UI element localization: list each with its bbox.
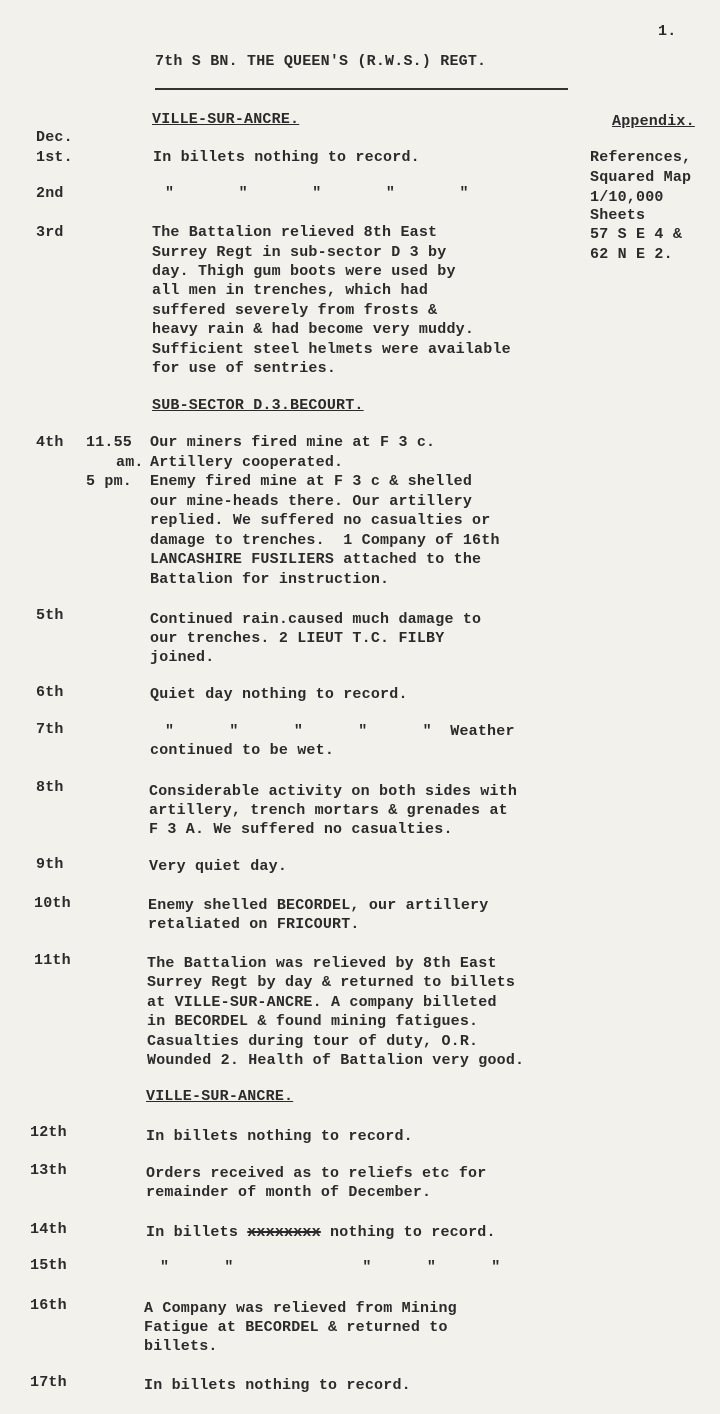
entry-text-pre: In billets bbox=[146, 1224, 248, 1241]
entry-text: F 3 A. We suffered no casualties. bbox=[149, 821, 453, 838]
section-heading-ville-sur-ancre: VILLE-SUR-ANCRE. bbox=[152, 111, 300, 128]
entry-time: am. bbox=[116, 454, 144, 471]
entry-text: Fatigue at BECORDEL & returned to bbox=[144, 1319, 448, 1336]
entry-text: Battalion for instruction. bbox=[150, 571, 390, 588]
entry-text: Our miners fired mine at F 3 c. bbox=[150, 434, 436, 451]
entry-text: The Battalion was relieved by 8th East bbox=[147, 955, 497, 972]
appendix-line: 57 S E 4 & bbox=[590, 226, 683, 243]
entry-text-post: nothing to record. bbox=[320, 1224, 496, 1241]
title-rule bbox=[155, 88, 568, 90]
entry-text: artillery, trench mortars & grenades at bbox=[149, 802, 508, 819]
entry-text: In billets nothing to record. bbox=[146, 1128, 413, 1145]
entry-text: In billets nothing to record. bbox=[144, 1377, 411, 1394]
entry-time: 11.55 bbox=[86, 434, 133, 451]
entry-date: 13th bbox=[30, 1162, 67, 1179]
entry-text: heavy rain & had become very muddy. bbox=[152, 321, 475, 338]
entry-text: " " " " " Weather bbox=[165, 723, 515, 740]
section-heading-sub-sector-d3: SUB-SECTOR D.3.BECOURT. bbox=[152, 397, 364, 414]
entry-text: Quiet day nothing to record. bbox=[150, 686, 408, 703]
entry-date: 3rd bbox=[36, 224, 64, 241]
entry-text: Wounded 2. Health of Battalion very good. bbox=[147, 1052, 525, 1069]
entry-date: 15th bbox=[30, 1257, 67, 1274]
struck-out-text: xxxxxxxx bbox=[247, 1224, 321, 1241]
entry-date: 17th bbox=[30, 1374, 67, 1391]
page-number: 1. bbox=[658, 23, 677, 40]
appendix-line: 62 N E 2. bbox=[590, 246, 673, 263]
entry-text: Surrey Regt in sub-sector D 3 by bbox=[152, 244, 447, 261]
entry-text: damage to trenches. 1 Company of 16th bbox=[150, 532, 500, 549]
entry-text: Very quiet day. bbox=[149, 858, 288, 875]
entry-text: LANCASHIRE FUSILIERS attached to the bbox=[150, 551, 482, 568]
entry-text: Enemy shelled BECORDEL, our artillery bbox=[148, 897, 489, 914]
entry-text: " " " " " bbox=[165, 185, 469, 202]
appendix-line: References, bbox=[590, 149, 692, 166]
entry-text: " " " " " bbox=[160, 1259, 501, 1276]
appendix-line: Squared Map bbox=[590, 169, 692, 186]
entry-date: 1st. bbox=[36, 149, 73, 166]
entry-text: our mine-heads there. Our artillery bbox=[150, 493, 473, 510]
entry-text: Orders received as to reliefs etc for bbox=[146, 1165, 487, 1182]
entry-text: retaliated on FRICOURT. bbox=[148, 916, 360, 933]
appendix-line: 1/10,000 bbox=[590, 189, 664, 206]
entry-text: In billets nothing to record. bbox=[153, 149, 420, 166]
entry-text: all men in trenches, which had bbox=[152, 282, 429, 299]
month-label: Dec. bbox=[36, 129, 73, 146]
entry-text bbox=[146, 1223, 496, 1243]
entry-text: joined. bbox=[150, 649, 215, 666]
entry-date: 2nd bbox=[36, 185, 64, 202]
entry-text: Artillery cooperated. bbox=[150, 454, 344, 471]
appendix-line: Sheets bbox=[590, 207, 646, 224]
entry-date: 6th bbox=[36, 684, 64, 701]
entry-text: day. Thigh gum boots were used by bbox=[152, 263, 456, 280]
entry-text: The Battalion relieved 8th East bbox=[152, 224, 438, 241]
entry-text: Enemy fired mine at F 3 c & shelled bbox=[150, 473, 473, 490]
entry-date: 10th bbox=[34, 895, 71, 912]
entry-text: A Company was relieved from Mining bbox=[144, 1300, 457, 1317]
entry-date: 8th bbox=[36, 779, 64, 796]
entry-text: Casualties during tour of duty, O.R. bbox=[147, 1033, 479, 1050]
entry-text: Considerable activity on both sides with bbox=[149, 783, 518, 800]
entry-text: Surrey Regt by day & returned to billets bbox=[147, 974, 516, 991]
entry-date: 16th bbox=[30, 1297, 67, 1314]
section-heading-ville-sur-ancre-2: VILLE-SUR-ANCRE. bbox=[146, 1088, 294, 1105]
entry-text: continued to be wet. bbox=[150, 742, 335, 759]
entry-text: remainder of month of December. bbox=[146, 1184, 432, 1201]
entry-text: in BECORDEL & found mining fatigues. bbox=[147, 1013, 479, 1030]
entry-text: Sufficient steel helmets were available bbox=[152, 341, 511, 358]
entry-date: 14th bbox=[30, 1221, 67, 1238]
page-title: 7th S BN. THE QUEEN'S (R.W.S.) REGT. bbox=[155, 53, 487, 70]
entry-text: billets. bbox=[144, 1338, 218, 1355]
entry-date: 9th bbox=[36, 856, 64, 873]
entry-text: suffered severely from frosts & bbox=[152, 302, 438, 319]
appendix-heading: Appendix. bbox=[612, 113, 695, 130]
entry-time: 5 pm. bbox=[86, 473, 133, 490]
entry-text: Continued rain.caused much damage to bbox=[150, 611, 482, 628]
entry-text: our trenches. 2 LIEUT T.C. FILBY bbox=[150, 630, 445, 647]
entry-text: for use of sentries. bbox=[152, 360, 337, 377]
entry-date: 7th bbox=[36, 721, 64, 738]
entry-text: at VILLE-SUR-ANCRE. A company billeted bbox=[147, 994, 497, 1011]
entry-date: 11th bbox=[34, 952, 71, 969]
entry-date: 5th bbox=[36, 607, 64, 624]
entry-text: replied. We suffered no casualties or bbox=[150, 512, 491, 529]
entry-date: 4th bbox=[36, 434, 64, 451]
entry-date: 12th bbox=[30, 1124, 67, 1141]
